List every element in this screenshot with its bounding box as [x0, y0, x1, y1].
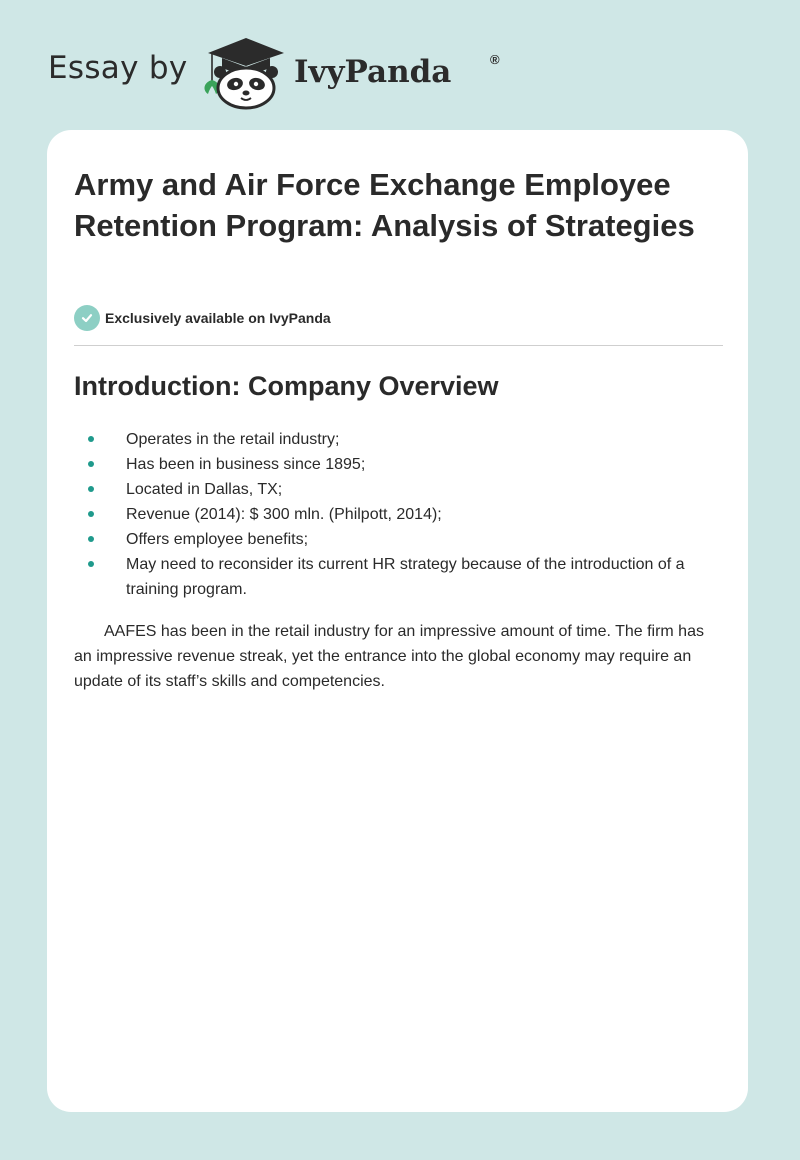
panda-logo-icon — [200, 36, 292, 110]
section-heading: Introduction: Company Overview — [74, 371, 499, 401]
list-item — [74, 477, 714, 502]
list-item-text: Offers employee benefits; — [126, 531, 309, 548]
body-paragraph: AAFES has been in the retail industry for an impressive amount of time. The firm has an impressive revenue streak, yet the entrance into the global economy may require an update of its staff’s skills and competencies. — [74, 623, 704, 690]
brand-logo[interactable] — [48, 36, 500, 110]
bullet-icon — [88, 536, 94, 542]
exclusive-label: Exclusively available on IvyPanda — [105, 310, 331, 326]
list-item-text: May need to reconsider its current HR strategy because of the introduction of a training program. — [126, 556, 685, 598]
list-item — [74, 502, 714, 527]
bullet-icon — [88, 486, 94, 492]
bullet-icon — [88, 436, 94, 442]
list-item — [74, 552, 714, 602]
document-card — [47, 130, 748, 1112]
list-item-text: Revenue (2014): $ 300 mln. (Philpott, 2014); — [126, 506, 442, 523]
list-item — [74, 527, 714, 552]
document-title: Army and Air Force Exchange Employee Retention Program: Analysis of Strategies — [74, 167, 695, 243]
bullet-icon — [88, 561, 94, 567]
divider — [74, 345, 723, 346]
bullet-icon — [88, 461, 94, 467]
list-item — [74, 427, 714, 452]
registered-mark: ® — [490, 52, 500, 67]
bullet-icon — [88, 511, 94, 517]
exclusive-badge — [74, 305, 331, 331]
list-item-text: Operates in the retail industry; — [126, 431, 340, 448]
checkmark-icon — [74, 305, 100, 331]
brand-name: IvyPanda — [294, 54, 452, 90]
overview-list — [74, 427, 714, 602]
list-item-text: Has been in business since 1895; — [126, 456, 366, 473]
list-item-text: Located in Dallas, TX; — [126, 481, 283, 498]
brand-prefix: Essay by — [48, 50, 188, 86]
list-item — [74, 452, 714, 477]
